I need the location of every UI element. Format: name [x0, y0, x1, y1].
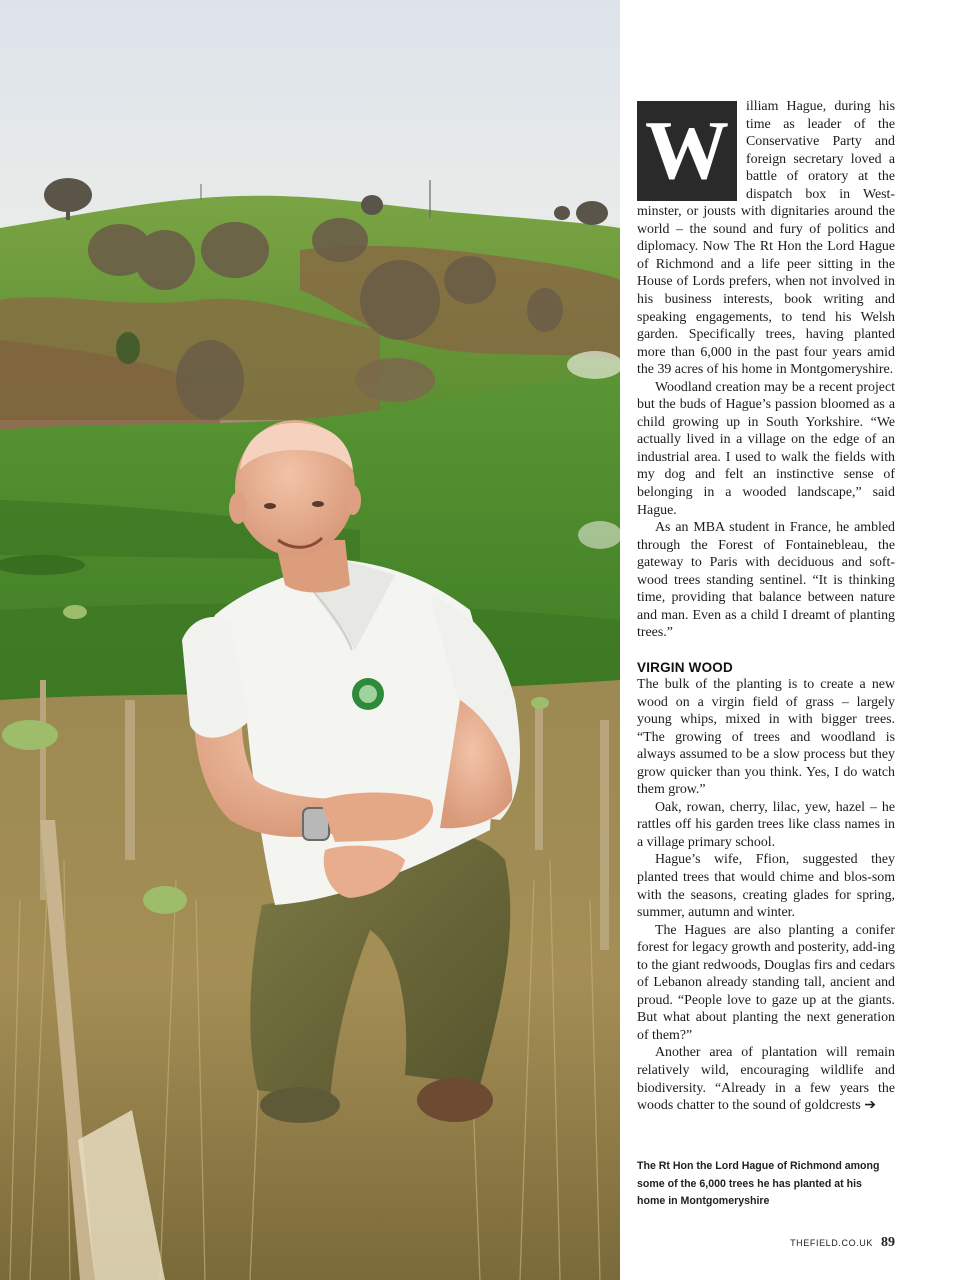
- page-footer: [790, 1235, 895, 1251]
- paragraph-3: As an MBA student in France, he ambled through the Forest of Fontainebleau, the gateway to Paris with deciduous and soft-wood trees standing sentinel. “It is thinking time, providing that balance between nature and man. Even as a child I dreamt of planting trees.”: [637, 520, 895, 641]
- paragraph-5: Oak, rowan, cherry, lilac, yew, hazel – he rattles off his garden trees like class names in a village primary school.: [637, 799, 895, 850]
- paragraph-4: The bulk of the planting is to create a new wood on a virgin field of grass – largely young whips, mixed in with bigger trees. “The growing of trees and woodland is always assumed to be a slow process but they grow quicker than you think. Yes, I do watch them grow.”: [637, 676, 895, 798]
- website-link[interactable]: THEFIELD.CO.UK: [790, 1238, 873, 1248]
- subheading: VIRGIN WOOD: [637, 659, 733, 675]
- paragraph-2: Woodland creation may be a recent project but the buds of Hague’s passion bloomed as a child growing up in South Yorkshire. “We actually lived in a village on the edge of an industrial area. I used to walk the fields with my dog and felt an instinctive sense of belonging in a wooded landscape,” said Hague.: [637, 379, 895, 518]
- article-body: [637, 98, 895, 1115]
- paragraph-7: The Hagues are also planting a conifer forest for legacy growth and posterity, add-ing to the giant redwoods, Douglas firs and cedars of Lebanon already standing tall, ancient and proud. “People love to gaze up at the giants. But what about planting the next generation of them?”: [637, 922, 895, 1043]
- photo-caption: The Rt Hon the Lord Hague of Richmond among some of the 6,000 trees he has planted at his home in Montgomeryshire: [637, 1160, 880, 1207]
- paragraph-6: Hague’s wife, Ffion, suggested they planted trees that would chime and blos-som with the seasons, creating glades for spring, summer, autumn and winter.: [637, 852, 895, 921]
- page-number: 89: [881, 1235, 895, 1250]
- paragraph-8: Another area of plantation will remain relatively wild, encouraging wildlife and biodiversity. “Already in a few years the woods chatter to the sound of goldcrests ➔: [637, 1045, 895, 1114]
- drop-cap: W: [637, 101, 737, 201]
- paragraph-1: illiam Hague, during his time as leader of the Conservative Party and foreign secretary loved a battle of oratory at the dispatch box in West-minster, or jousts with dignitaries around the world – the sound and fury of politics and diplomacy. Now The Rt Hon the Lord Hague of Richmond and a life peer sitting in the House of Lords prefers, when not involved in his business interests, book writing and speaking engagements, to tend his Welsh garden. Specifically trees, having planted more than 6,000 in the past four years amid the 39 acres of his home in Montgomeryshire.: [637, 99, 895, 378]
